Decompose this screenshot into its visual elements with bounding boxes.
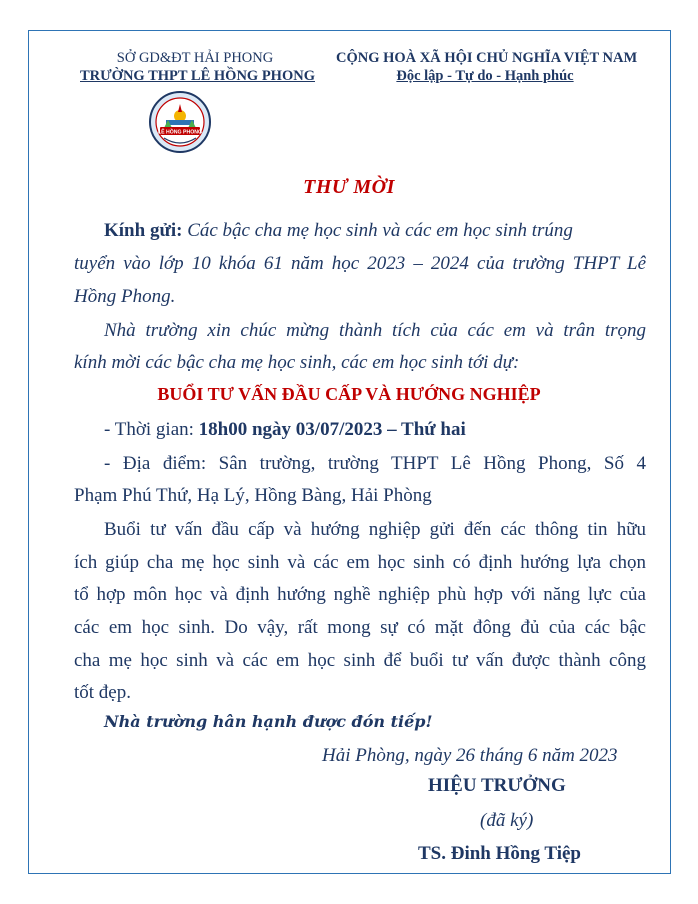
school-emblem-icon <box>148 90 212 154</box>
time-label: - Thời gian: <box>104 419 199 440</box>
description-line-3: tổ hợp môn học và định hướng nghề nghiệp phù hợp với năng lực của <box>74 584 646 605</box>
national-title: CỘNG HOÀ XÃ HỘI CHỦ NGHĨA VIỆT NAM <box>336 50 638 66</box>
signoff-text: Nhà trường hân hạnh được đón tiếp! <box>104 712 433 731</box>
national-motto: Độc lập - Tự do - Hạnh phúc <box>396 68 574 84</box>
greeting-line-3: Hồng Phong. <box>74 286 176 307</box>
signed-note: (đã ký) <box>480 810 534 831</box>
signer-name: TS. Đinh Hồng Tiệp <box>418 843 581 864</box>
description-line-2: ích giúp cha mẹ học sinh và các em học sinh có định hướng lựa chọn <box>74 552 646 573</box>
event-time <box>104 417 466 442</box>
greeting-line-1 <box>104 218 573 243</box>
congrats-line-2: kính mời các bậc cha mẹ học sinh, các em học sinh tới dự: <box>74 352 520 373</box>
school-name: TRƯỜNG THPT LÊ HỒNG PHONG <box>80 68 315 84</box>
location-line-1: - Địa điểm: Sân trường, trường THPT Lê Hồng Phong, Số 4 <box>104 453 646 474</box>
greeting-line-2: tuyển vào lớp 10 khóa 61 năm học 2023 – 2024 của trường THPT Lê <box>74 253 646 274</box>
description-line-5: cha mẹ học sinh và các em học sinh để buổi tư vấn được thành công <box>74 650 646 671</box>
date-place: Hải Phòng, ngày 26 tháng 6 năm 2023 <box>322 745 618 766</box>
description-line-4: các em học sinh. Do vậy, rất mong sự có mặt đông đủ của các bậc <box>74 617 646 638</box>
letter-title: THƯ MỜI <box>303 176 395 198</box>
logo-text: LÊ HỒNG PHONG <box>157 129 203 136</box>
congrats-line-1: Nhà trường xin chúc mừng thành tích của các em và trân trọng <box>104 320 646 341</box>
time-value: 18h00 ngày 03/07/2023 – Thứ hai <box>198 419 466 440</box>
signer-position: HIỆU TRƯỞNG <box>428 775 566 796</box>
greeting-text-1: Các bậc cha mẹ học sinh và các em học sinh trúng <box>187 220 573 241</box>
description-line-1: Buổi tư vấn đầu cấp và hướng nghiệp gửi đến các thông tin hữu <box>104 519 646 540</box>
department-name: SỞ GD&ĐT HẢI PHONG <box>116 50 274 66</box>
event-title: BUỔI TƯ VẤN ĐẦU CẤP VÀ HƯỚNG NGHIỆP <box>157 384 541 404</box>
location-line-2: Phạm Phú Thứ, Hạ Lý, Hồng Bàng, Hải Phòng <box>74 485 432 506</box>
greeting-label: Kính gửi: <box>104 220 183 241</box>
description-line-6: tốt đẹp. <box>74 682 131 703</box>
